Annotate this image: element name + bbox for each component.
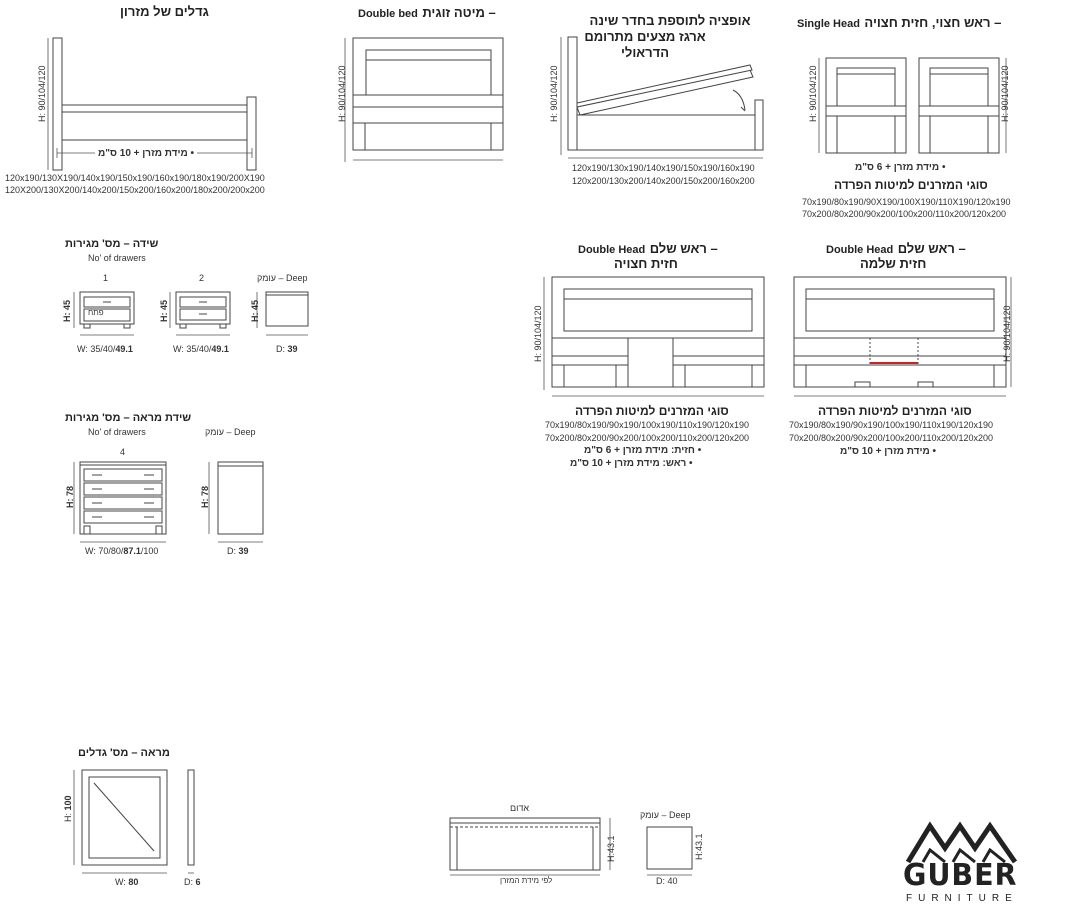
- double-head-full-subtitle: חזית שלמה: [860, 256, 927, 271]
- nightstand-count-2: 2: [199, 273, 205, 283]
- dresser-depth-bold: 39: [238, 546, 249, 556]
- single-head-subtitle: סוגי המזרנים למיטות הפרדה: [834, 178, 988, 192]
- nightstand-depth: [276, 344, 298, 354]
- storage-title-line2: ארגז מצעים מתרומם: [584, 29, 706, 44]
- mirror-height-text: H:: [63, 810, 73, 822]
- single-head-sizes-190: 70x190/80x190/90X190/100X190/110X190/120x190: [802, 197, 1011, 207]
- double-head-full-height: H: 90/104/120: [1002, 305, 1012, 362]
- dresser-width: [85, 546, 158, 556]
- mattress-sizes-title: גדלים של מזרון: [120, 4, 209, 19]
- bench-side-height: H:43.1: [694, 833, 704, 860]
- double-head-split-sizes-200: 70x200/80x200/90x200/100x200/110x200/120x200: [545, 433, 750, 443]
- nightstand-deep-label: Deep – עומק: [257, 273, 308, 283]
- double-head-split-title-he: – ראש שלם: [649, 241, 718, 256]
- double-bed-title: [358, 4, 496, 22]
- dresser-title-en: No' of drawers: [88, 427, 146, 437]
- bench-drawing: [445, 815, 620, 877]
- storage-height-label: H: 90/104/120: [549, 65, 559, 122]
- double-head-full-title-he: – ראש שלם: [897, 241, 966, 256]
- nightstand-side-drawing: [255, 290, 315, 338]
- bench-depth: D: 40: [656, 876, 678, 886]
- bench-title: אדום: [510, 803, 530, 813]
- double-head-full-note: • מידת מזרן + 10 ס"מ: [840, 446, 937, 457]
- dresser-width-suffix: /100: [140, 546, 159, 556]
- nightstand-count-1: 1: [103, 273, 109, 283]
- double-head-split-types-title: סוגי המזרנים למיטות הפרדה: [575, 404, 729, 418]
- logo-name: GUBER: [903, 858, 1018, 893]
- double-bed-drawing: [340, 30, 505, 165]
- nightstand-width-2-bold: 49.1: [211, 344, 229, 354]
- bench-height: H:43.1: [606, 835, 616, 862]
- mirror-depth-text: D:: [184, 877, 196, 887]
- nightstand-width-1: [77, 344, 133, 354]
- double-bed-title-en: Double bed: [358, 8, 418, 20]
- nightstand-title-he: שידה – מס' מגירות: [65, 238, 159, 250]
- double-bed-height-label: H: 90/104/120: [337, 65, 347, 122]
- double-head-full-types-title: סוגי המזרנים למיטות הפרדה: [818, 404, 972, 418]
- mattress-height-label: H: 90/104/120: [37, 65, 47, 122]
- logo-tagline: FURNITURE: [906, 893, 1018, 904]
- single-head-note: • מידת מזרן + 6 ס"מ: [855, 162, 946, 173]
- mirror-width: [115, 877, 138, 887]
- mirror-drawing: [70, 765, 210, 880]
- double-head-split-height: H: 90/104/120: [533, 305, 543, 362]
- double-bed-title-he: – מיטה זוגית: [422, 5, 496, 20]
- mattress-note: • מידת מזרן + 10 ס"מ: [95, 148, 197, 159]
- single-head-height-right: H: 90/104/120: [1000, 65, 1010, 122]
- dresser-front-drawing: [70, 460, 170, 546]
- bench-side-drawing: [640, 823, 700, 878]
- single-head-drawing: [815, 38, 1015, 158]
- mirror-width-text: W:: [115, 877, 129, 887]
- nightstand-width-1-bold: 49.1: [115, 344, 133, 354]
- double-head-full-sizes-200: 70x200/80x200/90x200/100x200/110x200/120x200: [789, 433, 994, 443]
- nightstand-depth-bold: 39: [287, 344, 298, 354]
- dresser-depth-text: D:: [227, 546, 239, 556]
- double-head-split-subtitle: חזית חצויה: [614, 256, 678, 271]
- double-head-split-sizes-190: 70x190/80x190/90x190/100x190/110x190/120x190: [545, 420, 750, 430]
- bench-deep-label: Deep – עומק: [640, 810, 691, 820]
- nightstand-height-3: H: 45: [250, 299, 260, 322]
- nightstand-drawer-text: פתח: [88, 308, 104, 317]
- mirror-height: [63, 795, 73, 822]
- storage-bed-drawing: [555, 35, 770, 165]
- dresser-width-text: W: 70/80/: [85, 546, 124, 556]
- storage-sizes-190: 120x190/130x190/140x190/150x190/160x190: [572, 163, 755, 173]
- dresser-count: 4: [120, 447, 126, 457]
- nightstand-1-drawing: [72, 290, 142, 338]
- nightstand-width-2: [173, 344, 229, 354]
- dresser-height-front: H: 78: [65, 485, 75, 508]
- nightstand-2-drawing: [168, 290, 238, 338]
- storage-title-line1: אופציה לתוספת בחדר שינה: [589, 13, 751, 28]
- storage-sizes-200: 120x200/130x200/140x200/150x200/160x200: [572, 176, 755, 186]
- single-head-title: [797, 14, 1001, 32]
- double-head-split-note-head: • ראש: מידת מזרן + 10 ס"מ: [570, 458, 693, 469]
- mirror-width-bold: 80: [128, 877, 139, 887]
- double-head-split-drawing: [540, 275, 770, 400]
- mirror-height-bold: 100: [63, 795, 73, 811]
- nightstand-width-1-text: W: 35/40/: [77, 344, 116, 354]
- mirror-depth-bold: 6: [195, 877, 201, 887]
- double-head-full-drawing: [785, 275, 1015, 400]
- single-head-title-en: Single Head: [797, 18, 860, 30]
- dresser-title-he: שידת מראה – מס' מגירות: [65, 412, 192, 424]
- mirror-title: מראה – מס' גדלים: [78, 747, 170, 759]
- storage-title-line3: הדראולי: [621, 45, 669, 60]
- nightstand-height-1: H: 45: [62, 299, 72, 322]
- dresser-deep-label: Deep – עומק: [205, 427, 256, 437]
- mirror-depth: [184, 877, 201, 887]
- dresser-width-bold: 87.1: [123, 546, 141, 556]
- mattress-sizes-190: 120x190/130X190/140x190/150x190/160x190/180x190/200X190: [5, 173, 265, 183]
- single-head-sizes-200: 70x200/80x200/90x200/100x200/110x200/120x200: [802, 209, 1007, 219]
- nightstand-height-2: H: 45: [159, 299, 169, 322]
- nightstand-depth-text: D:: [276, 344, 288, 354]
- dresser-height-side: H: 78: [200, 485, 210, 508]
- single-head-title-he: – ראש חצוי, חזית חצויה: [864, 15, 1002, 30]
- double-head-split-note-front: • חזית: מידת מזרן + 6 ס"מ: [584, 445, 702, 456]
- double-head-full-sizes-190: 70x190/80x190/90x190/100x190/110x190/120x190: [789, 420, 994, 430]
- dresser-side-drawing: [205, 460, 270, 546]
- dresser-depth: [227, 546, 249, 556]
- mattress-sizes-200: 120X200/130X200/140x200/150x200/160x200/180x200/200x200: [5, 185, 265, 195]
- bench-width-note: לפי מידת המזרן: [500, 876, 553, 885]
- nightstand-title-en: No' of drawers: [88, 253, 146, 263]
- double-head-full-title-en: Double Head: [826, 244, 894, 256]
- single-head-height-left: H: 90/104/120: [808, 65, 818, 122]
- double-head-split-title-en: Double Head: [578, 244, 646, 256]
- nightstand-width-2-text: W: 35/40/: [173, 344, 212, 354]
